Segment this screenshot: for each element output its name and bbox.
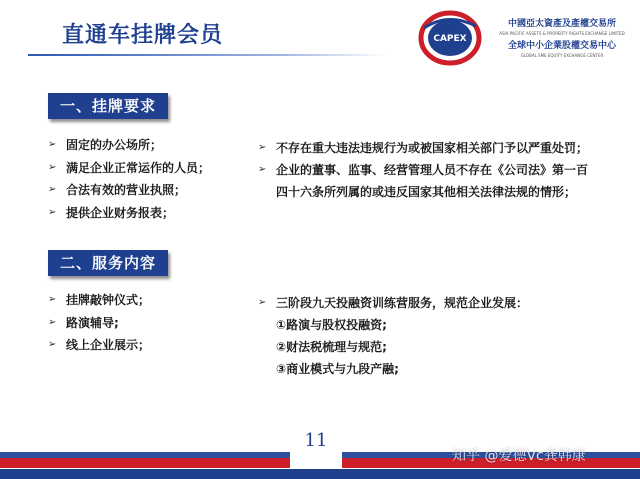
arrow-bullet-icon: ➢ — [258, 142, 267, 153]
watermark: 知乎 @爱德Vc龚韩康 — [452, 448, 586, 464]
list-subitem: ①路演与股权投融资; — [276, 318, 387, 332]
badge-text: CAPEX — [433, 34, 467, 44]
page-number: 11 — [290, 424, 342, 468]
arrow-bullet-icon: ➢ — [48, 184, 57, 195]
logo-cn-line1: 中國亞太資產及產權交易所 — [507, 19, 616, 29]
title-underline — [28, 54, 388, 56]
list-item: ➢ 路演辅导; — [48, 315, 119, 330]
arrow-bullet-icon: ➢ — [48, 316, 57, 328]
list-item: ➢ 满足企业正常运作的人员； — [48, 160, 211, 175]
logo-cn-line2: 全球中小企業股權交易中心 — [507, 41, 616, 51]
arrow-bullet-icon: ➢ — [48, 339, 57, 350]
arrow-bullet-icon: ➢ — [48, 139, 57, 150]
list-item: ➢ 不存在重大违法违规行为或被国家相关部门予以严重处罚； — [258, 137, 588, 159]
list-item: ➢ 线上企业展示； — [48, 338, 151, 352]
list-item: ➢ 挂牌敲钟仪式； — [48, 293, 151, 307]
logo-en-line1: ASIA PACIFIC ASSETS & PROPERTY RIGHTS EXCHANGE LIMITED — [499, 31, 625, 36]
requirements-list-right — [258, 137, 588, 203]
arrow-bullet-icon: ➢ — [258, 164, 267, 175]
list-subitem: ③商业模式与九段产融; — [276, 362, 399, 376]
services-list-left — [48, 292, 150, 360]
list-item: ➢ 企业的董事、监事、经营管理人员不存在《公司法》第一百 四十六条所列属的或违反国家其他相关法律法规的情形； — [258, 159, 588, 203]
list-item: ➢ 三阶段九天投融资训练营服务，规范企业发展： — [258, 292, 528, 314]
list-item: ➢ 固定的办公场所； — [48, 138, 163, 152]
requirements-list-left — [48, 137, 210, 227]
capex-logo — [414, 6, 636, 68]
page-title: 直通车挂牌会员 — [62, 23, 224, 48]
arrow-bullet-icon: ➢ — [48, 294, 57, 305]
list-item: ➢ 合法有效的营业执照； — [48, 183, 187, 197]
capex-badge-icon — [418, 10, 482, 66]
section-heading-services: 二、服务内容 — [48, 250, 168, 276]
logo-en-line2: GLOBAL SME EQUITY EXCHANGE CENTER — [520, 53, 604, 58]
list-item: ➢ 提供企业财务报表； — [48, 205, 175, 220]
section-heading-requirements: 一、挂牌要求 — [48, 93, 168, 119]
arrow-bullet-icon: ➢ — [48, 161, 57, 173]
services-list-right — [258, 292, 528, 380]
arrow-bullet-icon: ➢ — [48, 206, 57, 218]
arrow-bullet-icon: ➢ — [258, 297, 267, 308]
list-subitem: ②财法税梳理与规范; — [276, 340, 387, 354]
